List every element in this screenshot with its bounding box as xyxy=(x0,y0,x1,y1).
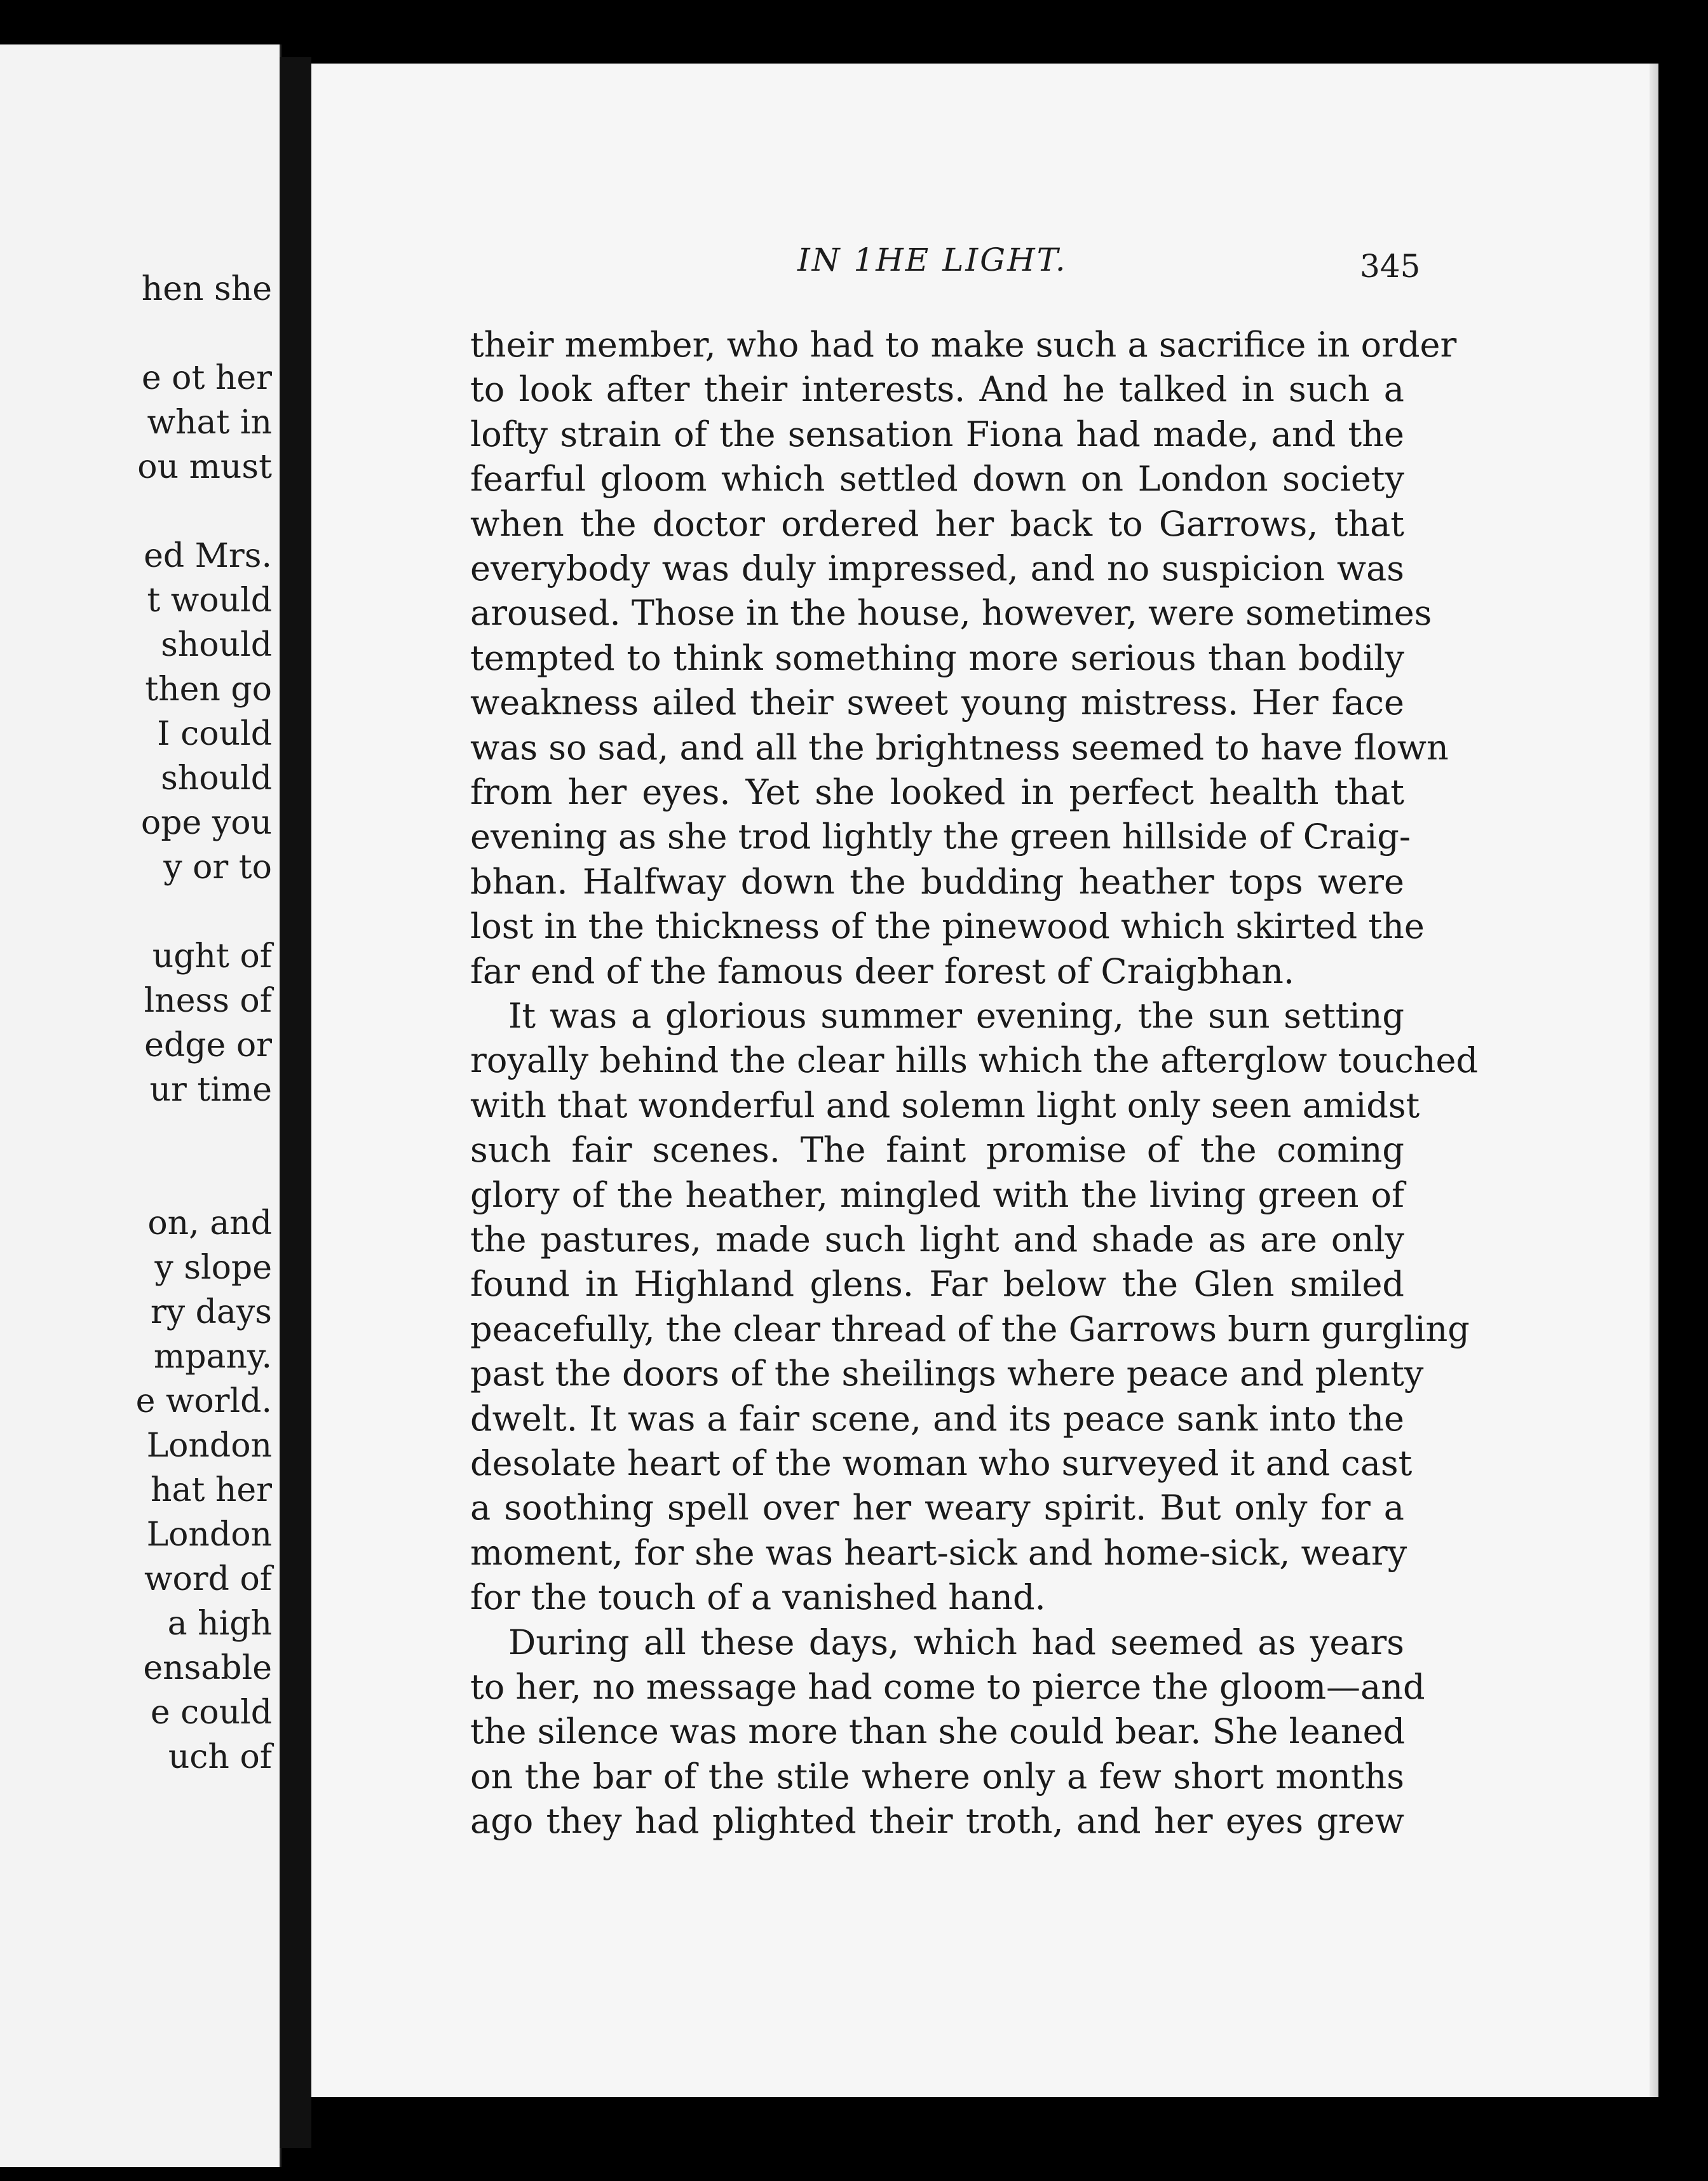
body-line: desolate heart of the woman who surveyed it and cast xyxy=(470,1443,1413,1483)
right-page xyxy=(311,64,1658,2097)
left-page-line: ed Mrs. xyxy=(144,537,272,575)
body-line: It was a glorious summer evening, the sun setting xyxy=(508,996,1404,1036)
body-line: weakness ailed their sweet young mistress. Her face xyxy=(470,683,1404,723)
left-page-line: I could xyxy=(157,715,272,753)
left-page-line: ur time xyxy=(149,1071,272,1109)
body-line: moment, for she was heart-sick and home-sick, weary xyxy=(470,1533,1407,1573)
body-line: dwelt. It was a fair scene, and its peace sank into the xyxy=(470,1399,1404,1439)
body-line: on the bar of the stile where only a few short months xyxy=(470,1756,1404,1797)
left-page-line: London xyxy=(146,1427,272,1465)
body-line: to her, no message had come to pierce the gloom—and xyxy=(470,1667,1425,1707)
left-page-line: word of xyxy=(144,1560,272,1598)
left-page-line: t would xyxy=(147,581,272,620)
left-page-line: y slope xyxy=(154,1249,272,1287)
left-page-line: ou must xyxy=(137,448,272,486)
body-line: far end of the famous deer forest of Craigbhan. xyxy=(470,951,1295,991)
body-line: was so sad, and all the brightness seemed to have flown xyxy=(470,728,1449,768)
left-page-line: lness of xyxy=(144,982,272,1020)
left-page-line: e world. xyxy=(135,1382,272,1420)
body-line: their member, who had to make such a sacrifice in order xyxy=(470,325,1457,365)
body-line: for the touch of a vanished hand. xyxy=(470,1577,1046,1617)
page-number: 345 xyxy=(1360,248,1421,285)
body-line: the pastures, made such light and shade as are only xyxy=(470,1220,1404,1260)
left-page-line: e could xyxy=(150,1694,272,1732)
body-line: bhan. Halfway down the budding heather tops were xyxy=(470,862,1404,902)
left-page-line: should xyxy=(161,759,272,798)
left-page-line: ry days xyxy=(150,1293,272,1331)
left-page-line: mpany. xyxy=(153,1338,272,1376)
body-line: lofty strain of the sensation Fiona had made, and the xyxy=(470,414,1404,454)
body-line: royally behind the clear hills which the afterglow touched xyxy=(470,1040,1479,1080)
body-line: lost in the thickness of the pinewood which skirted the xyxy=(470,906,1425,946)
left-page-line: should xyxy=(161,626,272,664)
body-line: past the doors of the sheilings where peace and plenty xyxy=(470,1354,1424,1394)
body-line: the silence was more than she could bear. She leaned xyxy=(470,1711,1406,1751)
left-page-fragment xyxy=(0,44,281,2167)
left-page-line: what in xyxy=(147,404,272,442)
body-line: aroused. Those in the house, however, were sometimes xyxy=(470,593,1432,633)
book-gutter xyxy=(280,57,311,2148)
left-page-line: London xyxy=(146,1516,272,1554)
left-page-line: a high xyxy=(167,1605,272,1643)
body-line: fearful gloom which settled down on London society xyxy=(470,459,1404,499)
body-line: with that wonderful and solemn light only seen amidst xyxy=(470,1085,1420,1125)
left-page-line: ensable xyxy=(143,1649,272,1687)
left-page-line: uch of xyxy=(168,1738,272,1776)
left-page-line: hen she xyxy=(141,270,272,308)
left-page-line: on, and xyxy=(147,1204,272,1242)
body-line: During all these days, which had seemed as years xyxy=(508,1622,1404,1662)
left-page-line: edge or xyxy=(144,1026,272,1064)
body-line: from her eyes. Yet she looked in perfect health that xyxy=(470,772,1404,812)
left-page-line: e ot her xyxy=(141,359,272,397)
body-line: tempted to think something more serious than bodily xyxy=(470,638,1404,678)
body-line: when the doctor ordered her back to Garrows, that xyxy=(470,504,1404,544)
left-page-line: then go xyxy=(145,670,272,709)
left-page-line: y or to xyxy=(163,848,272,887)
body-line: such fair scenes. The faint promise of the coming xyxy=(470,1130,1404,1170)
body-line: glory of the heather, mingled with the living green of xyxy=(470,1175,1404,1215)
left-page-line: ught of xyxy=(152,937,272,975)
body-line: found in Highland glens. Far below the Glen smiled xyxy=(470,1264,1404,1304)
left-page-line: hat her xyxy=(150,1471,272,1509)
body-line: to look after their interests. And he talked in such a xyxy=(470,369,1404,409)
body-line: a soothing spell over her weary spirit. But only for a xyxy=(470,1488,1404,1528)
body-line: evening as she trod lightly the green hillside of Craig- xyxy=(470,817,1411,857)
body-line: ago they had plighted their troth, and her eyes grew xyxy=(470,1801,1404,1841)
body-line: everybody was duly impressed, and no suspicion was xyxy=(470,548,1404,588)
body-line: peacefully, the clear thread of the Garrows burn gurgling xyxy=(470,1309,1470,1349)
left-page-line: ope you xyxy=(140,804,272,842)
running-header: IN 1HE LIGHT. xyxy=(797,241,1068,278)
